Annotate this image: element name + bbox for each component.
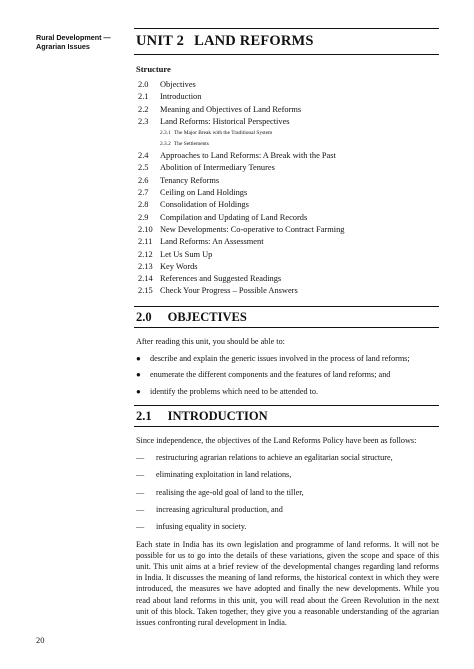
dash-icon: — xyxy=(136,453,145,463)
objectives-rule-bottom xyxy=(134,327,439,328)
toc-item: 2.6 Tenancy Reforms xyxy=(138,175,220,185)
toc-subitem: 2.3.2 The Settlements xyxy=(160,141,209,148)
toc-item: 2.7 Ceiling on Land Holdings xyxy=(138,188,248,198)
toc-item: 2.3 Land Reforms: Historical Perspectives xyxy=(138,116,290,126)
toc-item: 2.13 Key Words xyxy=(138,261,198,271)
introduction-rule-bottom xyxy=(134,426,439,427)
introduction-title: INTRODUCTION xyxy=(167,408,268,423)
dash-item: — restructuring agrarian relations to achieve an egalitarian social structure, xyxy=(136,453,393,463)
unit-number: UNIT 2 xyxy=(136,33,185,49)
introduction-paragraph: Each state in India has its own legislation and programme of land reforms. It will not be possible for us to go into the details of these variations, given the scope and space of this unit. This unit aims at a brief review of the developmental changes regarding land reforms in India. It discusses the meaning of land reforms, the historical context in which they were introduced, the measures we have adopted and finally the new developments. While you read about land reforms in this unit, you will read about the Green Revolution in the next unit of this block. Taken together, they give you a reasonable understanding of the agrarian issues confronting rural development in India. xyxy=(136,539,439,628)
unit-rule-bottom xyxy=(134,54,439,55)
running-header-line-1: Rural Development — xyxy=(36,33,111,42)
dash-icon: — xyxy=(136,522,145,532)
bullet-icon: ● xyxy=(136,353,141,363)
introduction-heading xyxy=(134,406,439,426)
objectives-intro: After reading this unit, you should be able to: xyxy=(136,336,285,346)
introduction-lead: Since independence, the objectives of the Land Reforms Policy have been as follows: xyxy=(136,435,417,445)
bullet-item: ● identify the problems which need to be attended to. xyxy=(136,386,319,396)
objectives-list xyxy=(136,353,439,397)
dash-icon: — xyxy=(136,487,145,497)
toc-item: 2.2 Meaning and Objectives of Land Reforms xyxy=(138,104,302,114)
toc-subitem: 2.3.1 The Major Break with the Traditional System xyxy=(160,130,273,137)
toc-item: 2.10 New Developments: Co-operative to Contract Farming xyxy=(138,224,345,234)
page-body xyxy=(134,28,439,634)
objectives-title: OBJECTIVES xyxy=(167,309,247,324)
bullet-item: ● describe and explain the generic issues involved in the process of land reforms; xyxy=(136,353,410,363)
unit-rule-top xyxy=(134,28,439,29)
dash-icon: — xyxy=(136,505,145,515)
toc-item: 2.12 Let Us Sum Up xyxy=(138,249,213,259)
toc-item: 2.5 Abolition of Intermediary Tenures xyxy=(138,163,275,173)
bullet-icon: ● xyxy=(136,386,141,396)
dash-item: — increasing agricultural production, and xyxy=(136,505,283,515)
dash-item: — eliminating exploitation in land relations, xyxy=(136,470,292,480)
objectives-number: 2.0 xyxy=(136,309,152,324)
bullet-icon: ● xyxy=(136,370,141,380)
bullet-item: ● enumerate the different components and the features of land reforms; and xyxy=(136,370,391,380)
structure-list xyxy=(134,79,439,298)
introduction-number: 2.1 xyxy=(136,408,152,423)
dash-icon: — xyxy=(136,470,145,480)
toc-item: 2.14 References and Suggested Readings xyxy=(138,274,282,284)
unit-title xyxy=(134,33,439,54)
toc-item: 2.0 Objectives xyxy=(138,80,196,89)
toc-item: 2.8 Consolidation of Holdings xyxy=(138,200,249,210)
unit-name: LAND REFORMS xyxy=(194,33,314,49)
toc-item: 2.9 Compilation and Updating of Land Records xyxy=(138,212,308,222)
policy-objectives-list xyxy=(136,452,439,532)
dash-item: — realising the age-old goal of land to the tiller, xyxy=(136,487,304,497)
running-header-line-2: Agrarian Issues xyxy=(36,42,90,51)
dash-item: — infusing equality in society. xyxy=(136,522,247,532)
toc-item: 2.15 Check Your Progress – Possible Answers xyxy=(138,286,298,296)
toc-item: 2.4 Approaches to Land Reforms: A Break with the Past xyxy=(138,151,336,161)
page-number: 20 xyxy=(36,636,45,645)
objectives-heading xyxy=(134,307,439,327)
running-header xyxy=(36,33,126,51)
structure-heading: Structure xyxy=(136,64,171,74)
toc-item: 2.1 Introduction xyxy=(138,92,202,102)
toc-item: 2.11 Land Reforms: An Assessment xyxy=(138,237,264,247)
